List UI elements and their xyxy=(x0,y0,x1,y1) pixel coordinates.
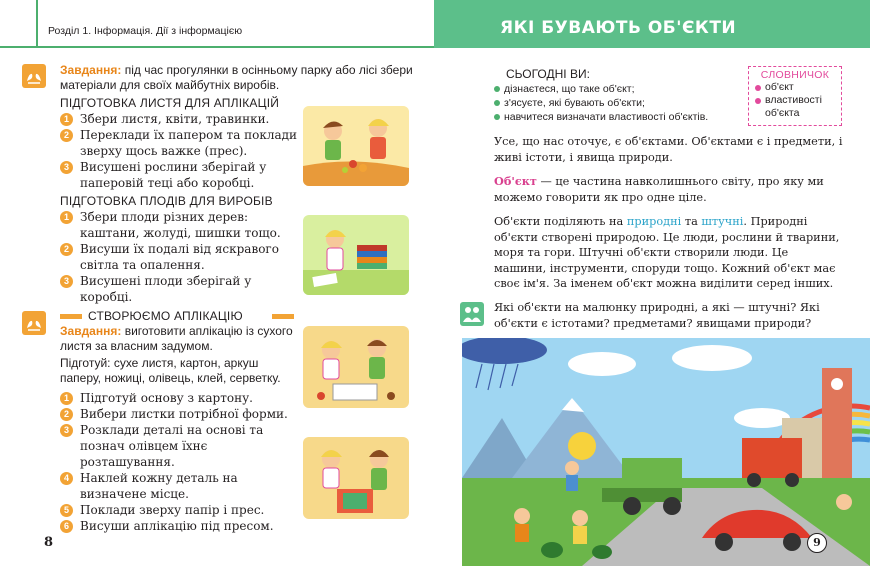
list-item-text: Поклади зверху папір і прес. xyxy=(80,503,265,517)
list-item: дізнаєтеся, що таке об'єкт; xyxy=(494,82,744,96)
types-text-start: Об'єкти поділяють на xyxy=(494,215,627,228)
task-2-text: виготовити аплікацію із сухого листя за власним задумом. xyxy=(60,324,293,353)
step-number-badge: 4 xyxy=(60,472,73,485)
list-item-text: Висушені рослини зберігай у паперовій теці або коробці. xyxy=(80,160,267,190)
step-number-badge: 6 xyxy=(60,520,73,533)
step-number-badge: 1 xyxy=(60,211,73,224)
header-divider xyxy=(36,0,38,48)
types-text-and: та xyxy=(681,215,702,228)
question-text: Які об'єкти на малюнку природні, а які — штучні? Які об'єкти є істотами? предметами? явищами природи? xyxy=(494,301,820,330)
hands-task-icon xyxy=(22,64,46,88)
definition-text: — це частина навколишнього світу, про яку ми можемо говорити як про одне ціле. xyxy=(494,175,824,204)
task-1-text: під час прогулянки в осінньому парку або лісі збери матеріали для своїх майбутніх виробів. xyxy=(60,63,413,92)
list-item xyxy=(60,273,290,305)
step-number-badge: 3 xyxy=(60,424,73,437)
today-goals-list xyxy=(494,82,744,124)
task-2-label: Завдання: xyxy=(60,324,122,338)
list-item xyxy=(60,518,300,534)
task-1 xyxy=(60,63,420,93)
list-item-text: Наклей кожну деталь на визначене місце. xyxy=(80,471,238,501)
steps-list xyxy=(60,390,300,534)
list-item xyxy=(60,422,300,470)
kids-making-craft-illustration xyxy=(303,326,409,408)
chapter-title: Розділ 1. Інформація. Дії з інформацією xyxy=(48,25,243,37)
today-title: СЬОГОДНІ ВИ: xyxy=(506,67,590,81)
list-item-text: Збери плоди різних дерев: каштани, жолуді, шишки тощо. xyxy=(80,210,281,240)
lesson-title: ЯКІ БУВАЮТЬ ОБ'ЄКТИ xyxy=(500,18,737,38)
hands-task-icon xyxy=(22,311,46,335)
section-3-bar-right xyxy=(272,314,294,319)
step-number-badge: 3 xyxy=(60,161,73,174)
term-object: Об'єкт xyxy=(494,174,537,188)
list-item xyxy=(60,159,300,191)
paragraph-objects: Усе, що нас оточує, є об'єктами. Об'єктами є і предмети, і живі істоти, і явища природи. xyxy=(494,135,843,164)
list-item-text: Розклади деталі на основі та познач олівцем їхнє розташування. xyxy=(80,423,264,469)
section-3-bar-left xyxy=(60,314,82,319)
list-item-text: Висуши їх подалі від яскравого світла та опалення. xyxy=(80,242,279,272)
step-number-badge: 2 xyxy=(60,129,73,142)
section-2-list xyxy=(60,209,290,305)
list-item-text: Висушені плоди зберігай у коробці. xyxy=(80,274,252,304)
list-item: навчитеся визначати властивості об'єктів. xyxy=(494,110,744,124)
types-text-end: . Природні об'єкти створені природою. Це люди, рослини й тварини, моря та гори. Штучні об'єкти створили люди. Це машини, інструменти, споруди тощо. Кожний об'єкт має своє ім'я. За іменем об'єкт можна виділити серед інших. xyxy=(494,215,840,290)
dictionary-title: СЛОВНИЧОК xyxy=(760,69,830,81)
step-number-badge: 1 xyxy=(60,392,73,405)
list-item: з'ясуєте, які бувають об'єкти; xyxy=(494,96,744,110)
page-number-right: 9 xyxy=(807,533,827,553)
list-item-text: Вибери листки потрібної форми. xyxy=(80,407,288,421)
section-1-title: ПІДГОТОВКА ЛИСТЯ ДЛЯ АПЛІКАЦІЙ xyxy=(60,96,280,110)
list-item xyxy=(60,127,300,159)
list-item xyxy=(60,209,290,241)
section-2-title: ПІДГОТОВКА ПЛОДІВ ДЛЯ ВИРОБІВ xyxy=(60,194,273,208)
section-3-title: СТВОРЮЄМО АПЛІКАЦІЮ xyxy=(88,309,243,323)
list-item-text: Переклади їх папером та поклади зверху щось важке (прес). xyxy=(80,128,298,158)
right-page xyxy=(434,0,870,566)
page-number-left: 8 xyxy=(44,535,54,550)
step-number-badge: 1 xyxy=(60,113,73,126)
list-item xyxy=(60,502,300,518)
list-item: об'єкт xyxy=(755,81,835,94)
dictionary-list xyxy=(755,81,835,120)
city-nature-scene-illustration xyxy=(462,338,870,566)
list-item xyxy=(60,470,300,502)
finished-applique-illustration xyxy=(303,437,409,519)
task-1-label: Завдання: xyxy=(60,63,122,77)
step-number-badge: 3 xyxy=(60,275,73,288)
term-natural: природні xyxy=(626,215,682,228)
task-2 xyxy=(60,324,300,354)
section-1-list xyxy=(60,111,300,191)
step-number-badge: 2 xyxy=(60,243,73,256)
paragraph-definition xyxy=(494,174,844,205)
paragraph-types xyxy=(494,214,844,292)
term-artificial: штучні xyxy=(701,215,744,228)
left-page-header xyxy=(0,0,434,48)
left-page xyxy=(0,0,434,566)
list-item: властивості об'єкта xyxy=(755,94,835,120)
list-item-text: Збери листя, квіти, травинки. xyxy=(80,112,270,126)
list-item-text: Висуши аплікацію під пресом. xyxy=(80,519,274,533)
discussion-icon xyxy=(460,302,484,326)
step-number-badge: 2 xyxy=(60,408,73,421)
list-item-text: Підготуй основу з картону. xyxy=(80,391,253,405)
list-item xyxy=(60,406,300,422)
list-item xyxy=(60,241,290,273)
collecting-leaves-illustration xyxy=(303,106,409,186)
materials-list: Підготуй: сухе листя, картон, аркуш паперу, ножиці, олівець, клей, серветку. xyxy=(60,356,281,385)
right-page-header xyxy=(434,0,870,48)
list-item xyxy=(60,390,300,406)
list-item xyxy=(60,111,300,127)
step-number-badge: 5 xyxy=(60,504,73,517)
drying-leaves-illustration xyxy=(303,215,409,295)
dictionary-box xyxy=(748,66,842,126)
